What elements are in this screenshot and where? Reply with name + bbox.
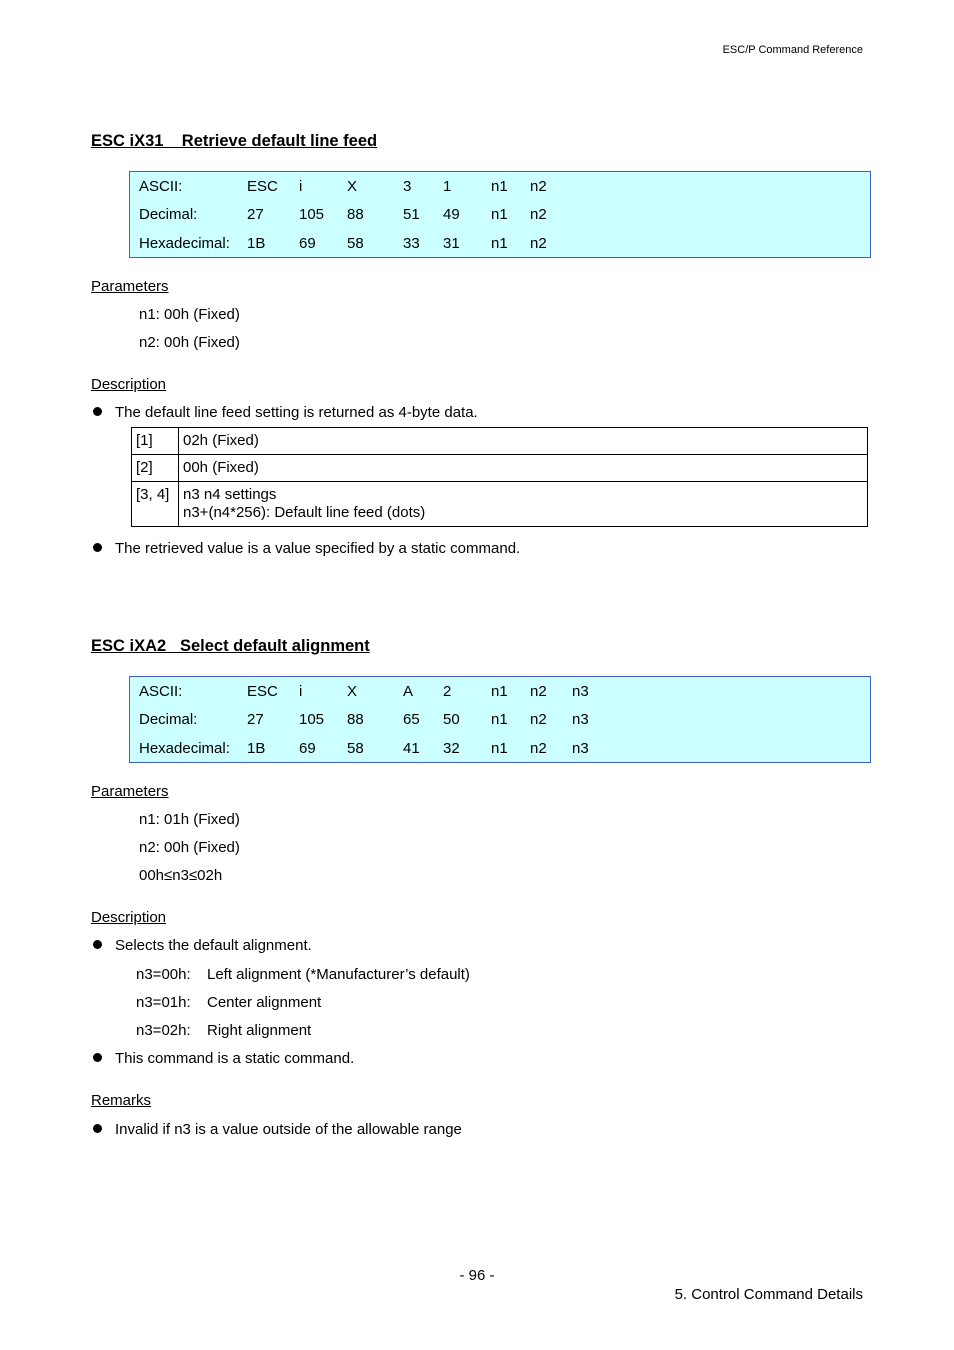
code-cell: n1 (491, 740, 508, 757)
parameter-item: n2: 00h (Fixed) (139, 334, 240, 351)
bullet-dot (93, 1124, 102, 1133)
description-heading: Description (91, 376, 167, 393)
table-cell-key: [2] (132, 455, 179, 482)
code-cell: n3 (572, 740, 589, 757)
code-cell: i (299, 683, 303, 700)
command-row-hex (130, 235, 870, 255)
bullet-text: Selects the default alignment. (115, 937, 312, 954)
command-row-ascii (130, 178, 870, 198)
section-title-ixa2: ESC iXA2 Select default alignment (91, 637, 370, 655)
bullet-text: The retrieved value is a value specified by a static command. (115, 540, 521, 557)
table-cell-key: [3, 4] (132, 482, 179, 527)
code-cell: 105 (299, 711, 325, 728)
value-line: 00h (Fixed) (183, 459, 259, 476)
value-line: n3+(n4*256): Default line feed (dots) (183, 504, 426, 521)
remarks-heading: Remarks (91, 1092, 152, 1109)
code-cell: X (347, 683, 358, 700)
row-label: Decimal: (139, 711, 198, 728)
code-cell: n1 (491, 206, 508, 223)
bullet-text: The default line feed setting is returned as 4-byte data. (115, 404, 478, 421)
code-cell: n1 (491, 178, 508, 195)
code-cell: 27 (247, 711, 264, 728)
row-label: Hexadecimal: (139, 235, 230, 252)
code-cell: 105 (299, 206, 325, 223)
code-cell: 88 (347, 711, 364, 728)
code-cell: 49 (443, 206, 460, 223)
code-cell: n1 (491, 235, 508, 252)
alignment-text: Center alignment (207, 994, 322, 1011)
value-line: n3 n4 settings (183, 486, 277, 503)
code-cell: i (299, 178, 303, 195)
code-cell: 3 (403, 178, 412, 195)
header-reference: ESC/P Command Reference (722, 44, 863, 56)
table-cell-value (179, 482, 868, 527)
table-row (132, 482, 868, 527)
parameter-item: 00h≤n3≤02h (139, 867, 223, 884)
code-cell: 1B (247, 235, 266, 252)
code-cell: 58 (347, 740, 364, 757)
parameter-item: n2: 00h (Fixed) (139, 839, 240, 856)
command-box-ix31 (129, 171, 871, 258)
code-cell: n3 (572, 711, 589, 728)
parameters-heading: Parameters (91, 278, 169, 295)
code-cell: X (347, 178, 358, 195)
code-cell: 27 (247, 206, 264, 223)
code-cell: n1 (491, 711, 508, 728)
command-row-ascii (130, 683, 870, 703)
bullet-item (91, 540, 520, 557)
command-row-hex (130, 740, 870, 760)
alignment-code: n3=01h: (136, 994, 191, 1011)
code-cell: 1B (247, 740, 266, 757)
row-label: Hexadecimal: (139, 740, 230, 757)
alignment-text: Left alignment (*Manufacturer’s default) (207, 966, 470, 983)
alignment-text: Right alignment (207, 1022, 312, 1039)
table-cell-key: [1] (132, 428, 179, 455)
bullet-item (91, 1121, 462, 1138)
code-cell: n2 (530, 740, 547, 757)
table-row (132, 428, 868, 455)
chapter-footer: 5. Control Command Details (674, 1286, 863, 1303)
bullet-item (91, 1050, 354, 1067)
command-box-ixa2 (129, 676, 871, 763)
page-number: - 96 - (459, 1267, 495, 1284)
table-row (132, 455, 868, 482)
value-line: 02h (Fixed) (183, 432, 259, 449)
code-cell: ESC (247, 178, 278, 195)
code-cell: 33 (403, 235, 420, 252)
response-table (131, 427, 868, 527)
code-cell: 2 (443, 683, 452, 700)
code-cell: 1 (443, 178, 452, 195)
code-cell: ESC (247, 683, 278, 700)
bullet-item (91, 937, 312, 954)
code-cell: 41 (403, 740, 420, 757)
code-cell: n2 (530, 235, 547, 252)
code-cell: 69 (299, 740, 316, 757)
parameter-item: n1: 01h (Fixed) (139, 811, 240, 828)
command-row-decimal (130, 711, 870, 731)
parameter-item: n1: 00h (Fixed) (139, 306, 240, 323)
row-label: Decimal: (139, 206, 198, 223)
code-cell: n1 (491, 683, 508, 700)
code-cell: 88 (347, 206, 364, 223)
row-label: ASCII: (139, 178, 183, 195)
table-cell-value (179, 428, 868, 455)
bullet-item (91, 404, 478, 421)
alignment-code: n3=00h: (136, 966, 191, 983)
bullet-text: Invalid if n3 is a value outside of the allowable range (115, 1121, 462, 1138)
code-cell: n2 (530, 683, 547, 700)
bullet-dot (93, 407, 102, 416)
code-cell: n2 (530, 206, 547, 223)
code-cell: 58 (347, 235, 364, 252)
code-cell: 69 (299, 235, 316, 252)
code-cell: 31 (443, 235, 460, 252)
section-title-ix31: ESC iX31 Retrieve default line feed (91, 132, 378, 150)
code-cell: A (403, 683, 414, 700)
alignment-code: n3=02h: (136, 1022, 191, 1039)
parameters-heading: Parameters (91, 783, 169, 800)
code-cell: n3 (572, 683, 589, 700)
code-cell: 50 (443, 711, 460, 728)
code-cell: 32 (443, 740, 460, 757)
description-heading: Description (91, 909, 167, 926)
bullet-dot (93, 543, 102, 552)
bullet-text: This command is a static command. (115, 1050, 355, 1067)
code-cell: n2 (530, 711, 547, 728)
row-label: ASCII: (139, 683, 183, 700)
code-cell: n2 (530, 178, 547, 195)
table-cell-value (179, 455, 868, 482)
bullet-dot (93, 940, 102, 949)
bullet-dot (93, 1053, 102, 1062)
command-row-decimal (130, 206, 870, 226)
code-cell: 65 (403, 711, 420, 728)
code-cell: 51 (403, 206, 420, 223)
